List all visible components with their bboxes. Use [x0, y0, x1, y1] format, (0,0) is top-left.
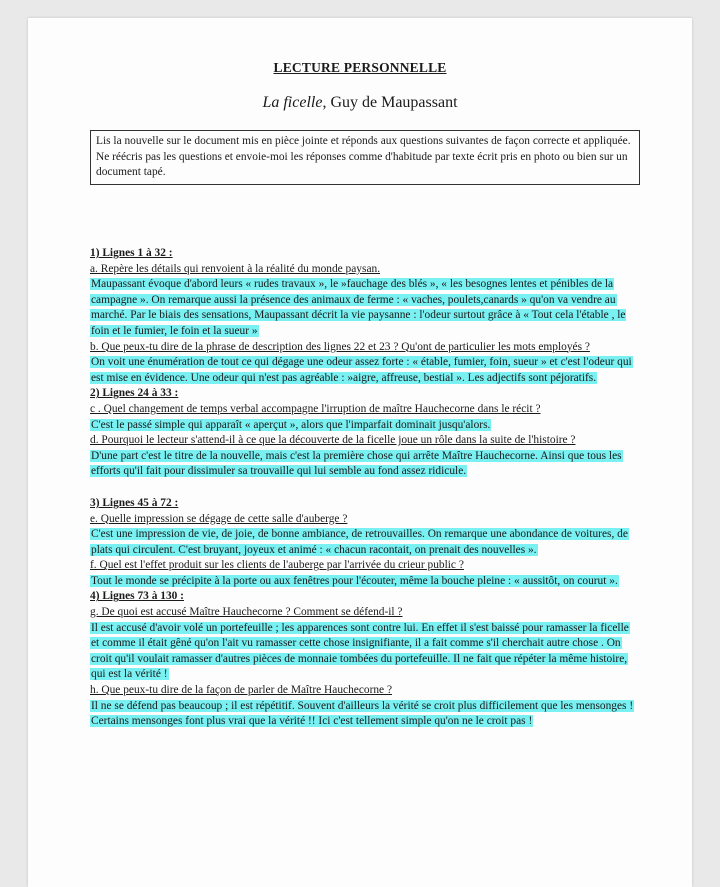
answer: C'est le passé simple qui apparaît « aperçut », alors que l'imparfait dominait jusqu'alors.: [91, 418, 491, 431]
instructions-box: [90, 130, 640, 185]
question: e. Quelle impression se dégage de cette salle d'auberge ?: [90, 512, 348, 525]
question: a. Repère les détails qui renvoient à la réalité du monde paysan.: [90, 262, 381, 275]
spacer: [90, 480, 638, 496]
question: b. Que peux-tu dire de la phrase de description des lignes 22 et 23 ? Qu'ont de particulier les mots employés ?: [90, 340, 590, 353]
instruction-line: Ne réécris pas les questions et envoie-moi les réponses comme d'habitude par texte écrit pris en photo ou bien sur un document tapé.: [96, 150, 628, 178]
question: g. De quoi est accusé Maître Hauchecorne ? Comment se défend-il ?: [90, 606, 403, 619]
work-title: La ficelle: [262, 94, 323, 111]
document-page: [28, 18, 692, 887]
section-heading: 4) Lignes 73 à 130 :: [90, 590, 184, 603]
question: f. Quel est l'effet produit sur les clients de l'auberge par l'arrivée du crieur public ?: [90, 559, 464, 572]
answer: Il est accusé d'avoir volé un portefeuille ; les apparences sont contre lui. En effet il s'est baissé pour ramasser la ficelle et comme il était gêné qu'on l'ait vu ramasser cette chose insignifiante, il a fait comme s'il cherchait autre chose . On croit qu'il voulait ramasser d'autres pièces de monnaie tombées du portefeuille. Il ne fait que répéter la même histoire, qui est la vérité !: [91, 621, 629, 681]
document-title: LECTURE PERSONNELLE: [273, 60, 447, 75]
questions-content: [90, 246, 638, 730]
question: c . Quel changement de temps verbal accompagne l'irruption de maître Hauchecorne dans le récit ?: [90, 402, 541, 415]
instruction-line: Lis la nouvelle sur le document mis en pièce jointe et réponds aux questions suivantes de façon correcte et appliquée.: [96, 135, 631, 147]
author-name: , Guy de Maupassant: [322, 94, 458, 111]
question: h. Que peux-tu dire de la façon de parler de Maître Hauchecorne ?: [90, 684, 393, 697]
section-heading: 3) Lignes 45 à 72 :: [90, 496, 179, 509]
answer: C'est une impression de vie, de joie, de bonne ambiance, de retrouvailles. On remarque une abondance de voitures, de plats qui circulent. C'est bruyant, joyeux et animé : « chacun racontait, on prenait des nouvelles ».: [91, 528, 628, 556]
section-heading: 2) Lignes 24 à 33 :: [90, 387, 179, 400]
answer: D'une part c'est le titre de la nouvelle, mais c'est la première chose qui arrête Maître Hauchecorne. Ainsi que tous les efforts qu'il fait pour dissimuler sa trouvaille qui lui semble au fond assez ridicule.: [91, 449, 622, 478]
question: d. Pourquoi le lecteur s'attend-il à ce que la découverte de la ficelle joue un rôle dans la suite de l'histoire ?: [90, 434, 576, 447]
answer: Maupassant évoque d'abord leurs « rudes travaux », le »fauchage des blés », « les besognes lentes et pénibles de la campagne ». On remarque aussi la présence des animaux de ferme : « vaches, poulets,canards » qu'on va vendre au marché. Par le biais des sensations, Maupassant décrit la vie paysanne : l'odeur surtout grâce à « Tout cela l'étable , le foin et le fumier, le foin et la sueur »: [91, 278, 626, 337]
answer: Tout le monde se précipite à la porte ou aux fenêtres pour l'écouter, même la bouche pleine : « aussitôt, on courut ».: [91, 574, 618, 587]
answer: Il ne se défend pas beaucoup ; il est répétitif. Souvent d'ailleurs la vérité se croit plus difficilement que les mensonges ! Certains mensonges font plus vrai que la vérité !! Ici c'est tellement simple qu'on ne le croit pas !: [91, 699, 634, 728]
section-heading: 1) Lignes 1 à 32 :: [90, 247, 173, 259]
document-subtitle: [28, 94, 692, 112]
answer: On voit une énumération de tout ce qui dégage une odeur assez forte : « étable, fumier, foin, sueur » et c'est l'odeur qui est mise en évidence. Une odeur qui n'est pas agréable : »aigre, affreuse, bestial ». Les adjectifs sont péjoratifs.: [91, 356, 632, 384]
